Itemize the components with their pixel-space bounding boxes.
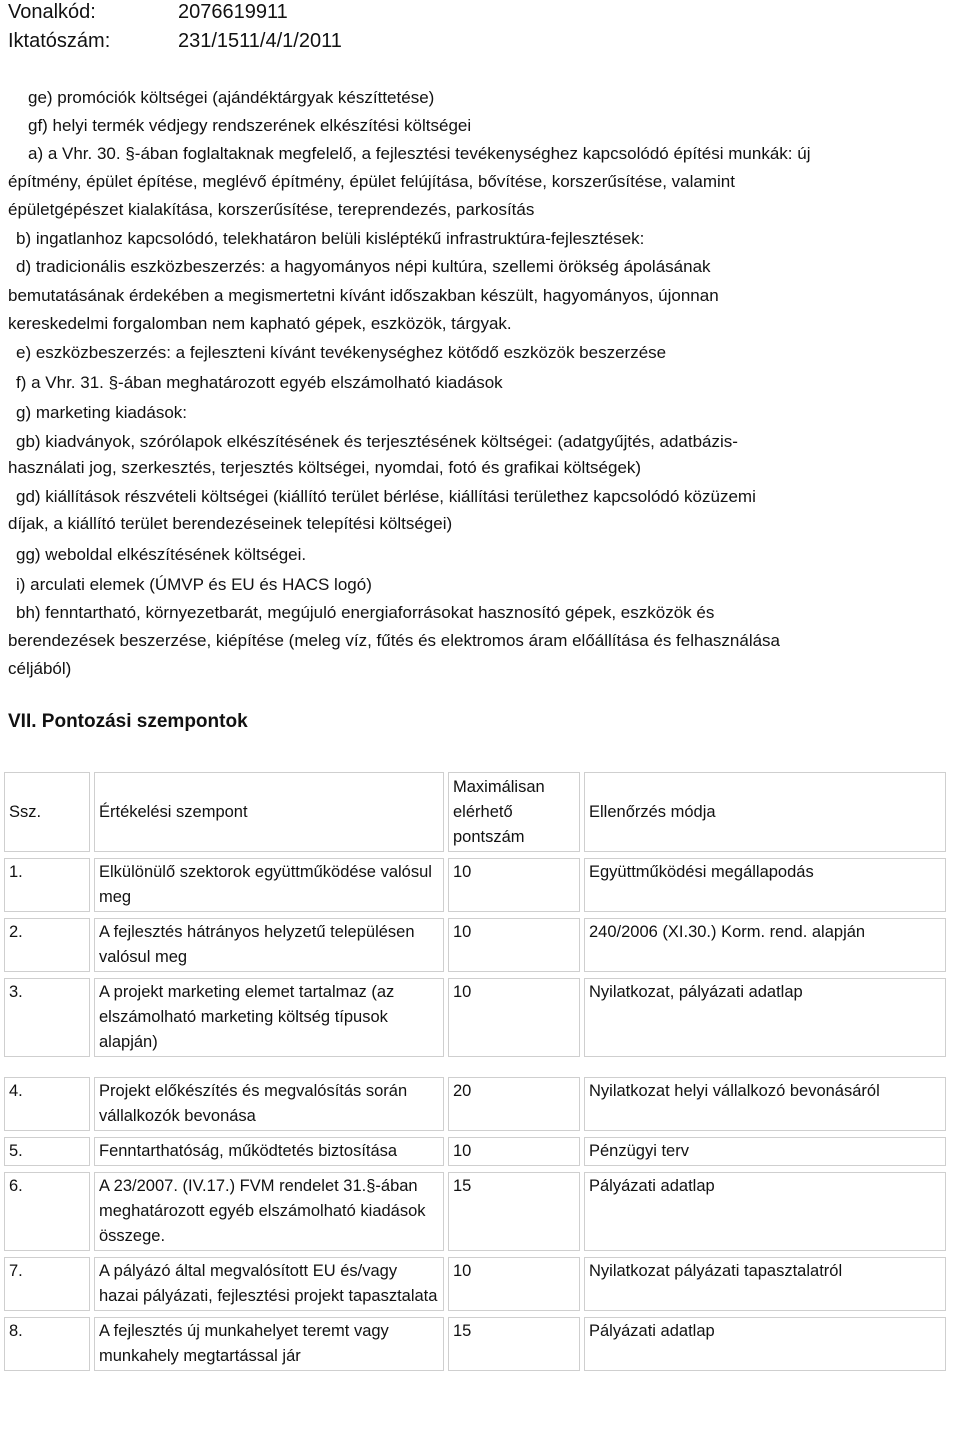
criteria-table-wrapper	[0, 766, 960, 1440]
row-points: 15	[448, 1172, 580, 1251]
row-method: Együttműködési megállapodás	[584, 858, 946, 912]
row-method: Pénzügyi terv	[584, 1137, 946, 1166]
text-line: gf) helyi termék védjegy rendszerének elkészítési költségei	[28, 116, 472, 135]
header-max-points: Maximálisan elérhető pontszám	[448, 772, 580, 852]
text-line: gd) kiállítások részvételi költségei (kiállító terület bérlése, kiállítási területhez kapcsolódó közüzemi	[16, 487, 756, 506]
text-line: d) tradicionális eszközbeszerzés: a hagyományos népi kultúra, szellemi örökség ápolásának	[16, 257, 711, 276]
iktatoszam-label: Iktatószám:	[8, 30, 111, 52]
table-spacer	[4, 1063, 946, 1071]
text-line: b) ingatlanhoz kapcsolódó, telekhatáron belüli kisléptékű infrastruktúra-fejlesztések:	[16, 229, 645, 248]
table-row	[4, 1137, 946, 1166]
row-points: 15	[448, 1317, 580, 1371]
row-method: Nyilatkozat, pályázati adatlap	[584, 978, 946, 1057]
text-line: berendezések beszerzése, kiépítése (meleg víz, fűtés és elektromos áram előállítása és felhasználása	[8, 631, 781, 650]
row-method: 240/2006 (XI.30.) Korm. rend. alapján	[584, 918, 946, 972]
table-header-row	[4, 772, 946, 852]
row-number: 1.	[4, 858, 90, 912]
row-criterion: Elkülönülő szektorok együttműködése valósul meg	[94, 858, 444, 912]
text-line: bh) fenntartható, környezetbarát, megújuló energiaforrásokat hasznosító gépek, eszközök és	[16, 603, 715, 622]
row-number: 6.	[4, 1172, 90, 1251]
text-line: díjak, a kiállító terület berendezéseinek telepítési költségei)	[8, 514, 453, 533]
row-criterion: Projekt előkészítés és megvalósítás során vállalkozók bevonása	[94, 1077, 444, 1131]
row-criterion: A 23/2007. (IV.17.) FVM rendelet 31.§-ában meghatározott egyéb elszámolható kiadások összege.	[94, 1172, 444, 1251]
header-criterion: Értékelési szempont	[94, 772, 444, 852]
text-line: kereskedelmi forgalomban nem kapható gépek, eszközök, tárgyak.	[8, 314, 512, 333]
row-number: 8.	[4, 1317, 90, 1371]
text-line: gg) weboldal elkészítésének költségei.	[16, 545, 307, 564]
row-method: Pályázati adatlap	[584, 1317, 946, 1371]
table-row	[4, 1077, 946, 1131]
row-points: 20	[448, 1077, 580, 1131]
row-number: 4.	[4, 1077, 90, 1131]
text-line: használati jog, szerkesztés, terjesztés költségei, nyomdai, fotó és grafikai költségek)	[8, 458, 642, 477]
text-line: épületgépészet kialakítása, korszerűsítése, tereprendezés, parkosítás	[8, 200, 535, 219]
row-criterion: Fenntarthatóság, működtetés biztosítása	[94, 1137, 444, 1166]
criteria-table	[0, 766, 950, 1377]
table-row	[4, 858, 946, 912]
vonalkod-label: Vonalkód:	[8, 1, 96, 23]
text-line: f) a Vhr. 31. §-ában meghatározott egyéb elszámolható kiadások	[16, 373, 503, 392]
row-number: 2.	[4, 918, 90, 972]
row-points: 10	[448, 918, 580, 972]
text-line: gb) kiadványok, szórólapok elkészítésének és terjesztésének költségei: (adatgyűjtés, adatbázis-	[16, 432, 738, 451]
text-line: a) a Vhr. 30. §-ában foglaltaknak megfelelő, a fejlesztési tevékenységhez kapcsolódó építési munkák: új	[28, 144, 811, 163]
row-criterion: A fejlesztés hátrányos helyzetű településen valósul meg	[94, 918, 444, 972]
row-criterion: A pályázó által megvalósított EU és/vagy hazai pályázati, fejlesztési projekt tapasztalata	[94, 1257, 444, 1311]
section-title: VII. Pontozási szempontok	[8, 711, 248, 732]
header-vonalkod	[8, 0, 288, 24]
row-points: 10	[448, 1137, 580, 1166]
text-line: céljából)	[8, 659, 72, 678]
row-criterion: A fejlesztés új munkahelyet teremt vagy munkahely megtartással jár	[94, 1317, 444, 1371]
iktatoszam-value: 231/1511/4/1/2011	[178, 30, 342, 52]
table-row	[4, 1317, 946, 1371]
row-number: 5.	[4, 1137, 90, 1166]
vonalkod-value: 2076619911	[178, 1, 288, 23]
row-points: 10	[448, 1257, 580, 1311]
table-row	[4, 1257, 946, 1311]
text-line: ge) promóciók költségei (ajándéktárgyak készíttetése)	[28, 88, 435, 107]
row-method: Nyilatkozat pályázati tapasztalatról	[584, 1257, 946, 1311]
text-line: építmény, épület építése, meglévő építmény, épület felújítása, bővítése, korszerűsítése, valamint	[8, 172, 735, 191]
header-iktatoszam	[8, 29, 342, 53]
row-number: 7.	[4, 1257, 90, 1311]
row-points: 10	[448, 978, 580, 1057]
header-ssz: Ssz.	[4, 772, 90, 852]
row-points: 10	[448, 858, 580, 912]
row-criterion: A projekt marketing elemet tartalmaz (az elszámolható marketing költség típusok alapján)	[94, 978, 444, 1057]
table-row	[4, 1172, 946, 1251]
text-line: i) arculati elemek (ÚMVP és EU és HACS logó)	[16, 575, 372, 594]
table-row	[4, 918, 946, 972]
text-line: g) marketing kiadások:	[16, 403, 188, 422]
row-method: Nyilatkozat helyi vállalkozó bevonásáról	[584, 1077, 946, 1131]
row-number: 3.	[4, 978, 90, 1057]
header-method: Ellenőrzés módja	[584, 772, 946, 852]
table-row	[4, 978, 946, 1057]
text-line: e) eszközbeszerzés: a fejleszteni kívánt tevékenységhez kötődő eszközök beszerzése	[16, 343, 667, 362]
text-line: bemutatásának érdekében a megismertetni kívánt időszakban készült, hagyományos, újonnan	[8, 286, 719, 305]
row-method: Pályázati adatlap	[584, 1172, 946, 1251]
